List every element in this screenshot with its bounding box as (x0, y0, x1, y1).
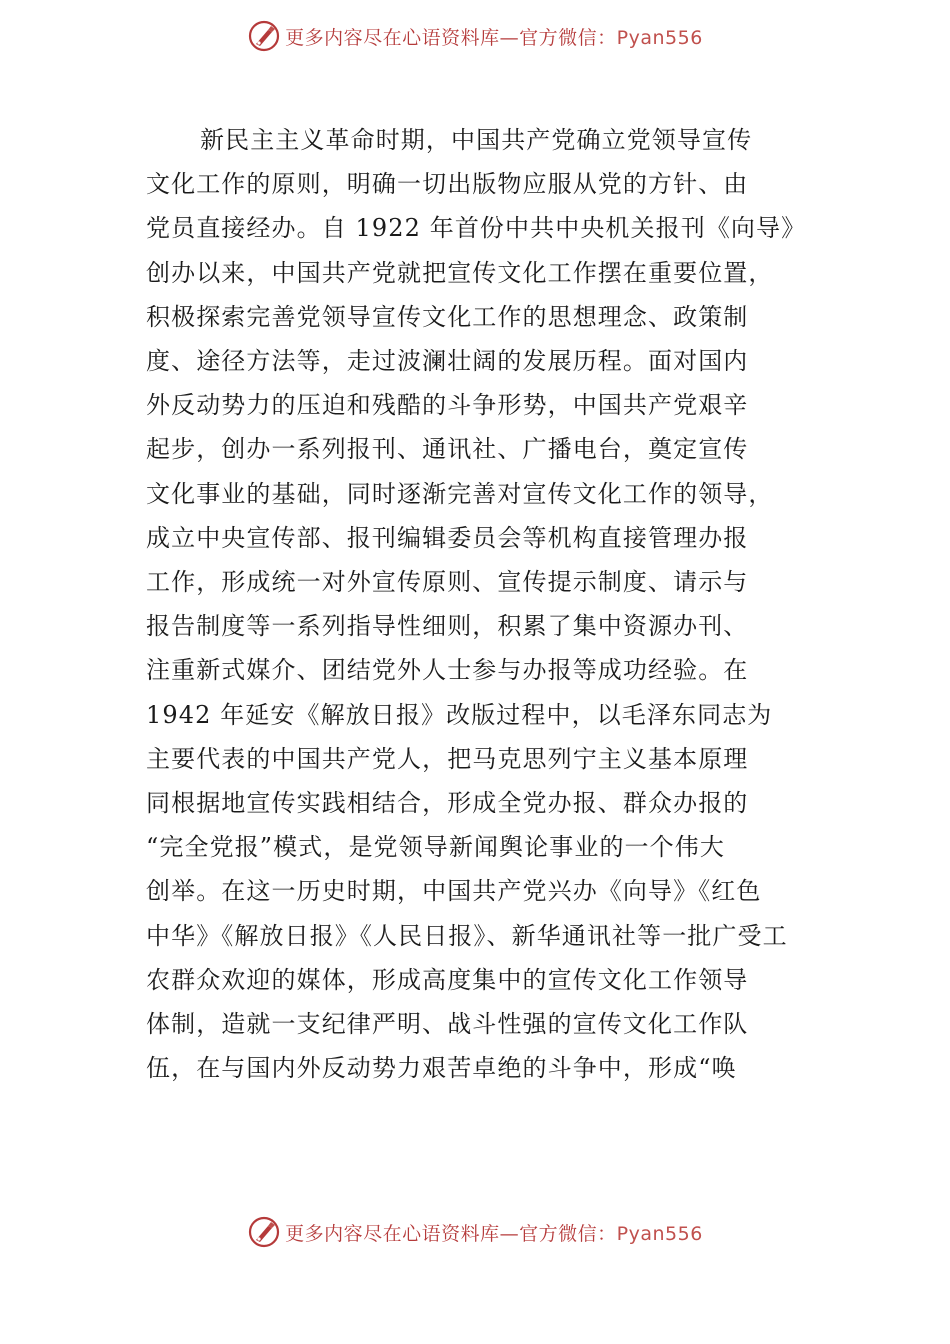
text-line: 积极探索完善党领导宣传文化工作的思想理念、政策制 (146, 302, 749, 331)
body-paragraph (146, 118, 818, 1090)
text-line: 主要代表的中国共产党人，把马克思列宁主义基本原理 (146, 744, 749, 773)
header-banner-text: 更多内容尽在心语资料库—官方微信：Pyan556 (285, 26, 703, 49)
text-line: 度、途径方法等，走过波澜壮阔的发展历程。面对国内 (146, 347, 749, 376)
text-line: 1942 年延安《解放日报》改版过程中，以毛泽东同志为 (146, 700, 773, 729)
text-line: 成立中央宣传部、报刊编辑委员会等机构直接管理办报 (146, 523, 749, 552)
text-line: 文化事业的基础，同时逐渐完善对宣传文化工作的领导， (146, 479, 774, 508)
footer-banner-text: 更多内容尽在心语资料库—官方微信：Pyan556 (285, 1222, 703, 1245)
text-line: 农群众欢迎的媒体，形成高度集中的宣传文化工作领导 (146, 965, 749, 994)
wechat-handle: Pyan556 (616, 1222, 703, 1245)
text-line: 同根据地宣传实践相结合，形成全党办报、群众办报的 (146, 789, 749, 818)
header-banner (0, 14, 950, 58)
text-line: 报告制度等一系列指导性细则，积累了集中资源办刊、 (146, 612, 749, 641)
text-line: 体制，造就一支纪律严明、战斗性强的宣传文化工作队 (146, 1010, 749, 1039)
text-line: 起步，创办一系列报刊、通讯社、广播电台，奠定宣传 (146, 435, 749, 464)
text-line: 外反动势力的压迫和残酷的斗争形势，中国共产党艰辛 (146, 391, 749, 420)
wechat-handle: Pyan556 (616, 26, 703, 49)
text-line: 新民主主义革命时期，中国共产党确立党领导宣传 (200, 126, 753, 154)
text-line: 创举。在这一历史时期，中国共产党兴办《向导》《红色 (146, 877, 762, 906)
text-line: 工作，形成统一对外宣传原则、宣传提示制度、请示与 (146, 568, 749, 597)
pen-nib-logo-icon (247, 1215, 281, 1249)
text-line: 伍，在与国内外反动势力艰苦卓绝的斗争中，形成“唤 (146, 1054, 737, 1083)
text-line: 文化工作的原则，明确一切出版物应服从党的方针、由 (146, 170, 749, 199)
pen-nib-logo-icon (247, 19, 281, 53)
text-line: 党员直接经办。自 1922 年首份中共中央机关报刊《向导》 (146, 214, 807, 243)
footer-banner (0, 1210, 950, 1254)
text-line: 注重新式媒介、团结党外人士参与办报等成功经验。在 (146, 656, 749, 685)
text-line: 创办以来，中国共产党就把宣传文化工作摆在重要位置， (146, 258, 774, 287)
text-line: 中华》《解放日报》《人民日报》、新华通讯社等一批广受工 (146, 921, 788, 950)
text-line: “完全党报”模式，是党领导新闻舆论事业的一个伟大 (146, 833, 725, 862)
